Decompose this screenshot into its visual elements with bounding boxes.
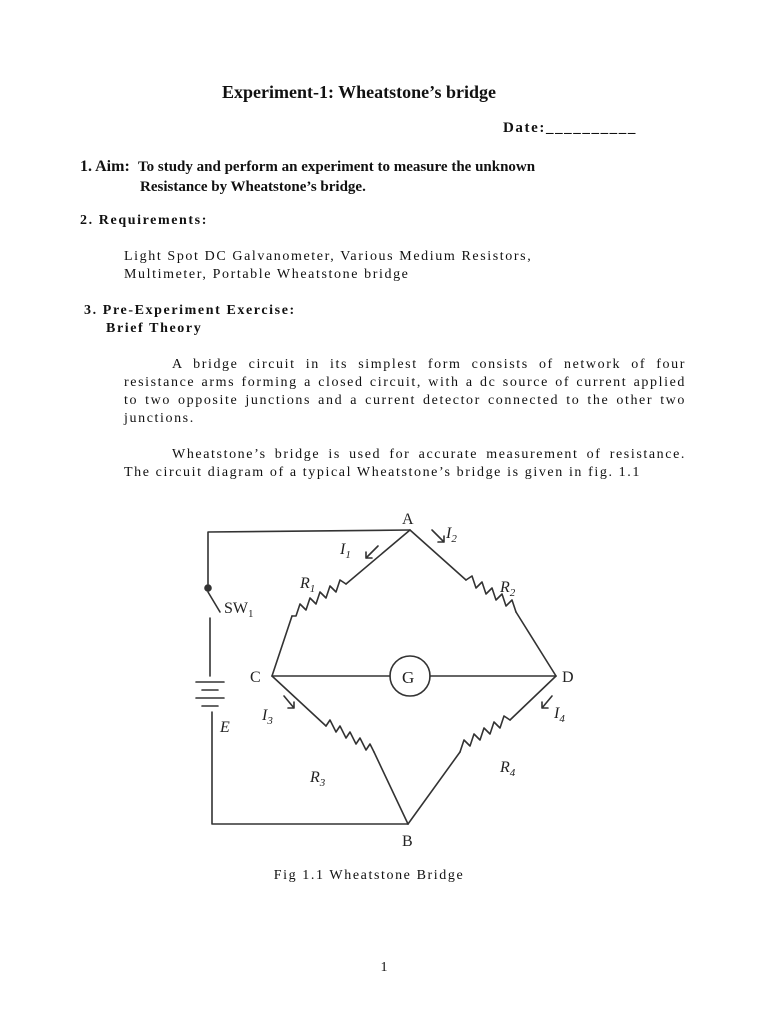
node-a-label: A bbox=[402, 511, 414, 528]
requirements-line2: Multimeter, Portable Wheatstone bridge bbox=[124, 267, 410, 282]
circuit-svg bbox=[180, 500, 600, 860]
resistor-r4 bbox=[460, 716, 510, 752]
arm-c-r3 bbox=[272, 676, 326, 726]
page-title: Experiment-1: Wheatstone’s bridge bbox=[222, 82, 496, 102]
current-i4-label: $I_4$ bbox=[554, 705, 565, 725]
arrow-i1-icon bbox=[366, 546, 378, 558]
arm-a-r2 bbox=[410, 530, 466, 580]
aim-text-line1: To study and perform an experiment to measure the unknown bbox=[138, 159, 536, 175]
theory-paragraph-1: A bridge circuit in its simplest form consists of network of four resistance arms forming a closed circuit, with a dc source of current applied to two opposite junctions and a current detector connected to the other two junctions. bbox=[124, 357, 686, 426]
resistor-r4-label: $R_4$ bbox=[500, 759, 516, 779]
battery-icon bbox=[196, 682, 224, 706]
wire-left-bottom bbox=[212, 712, 408, 824]
switch-contact bbox=[205, 585, 211, 591]
current-i2-label: $I_2$ bbox=[446, 525, 457, 545]
resistor-r3 bbox=[326, 720, 374, 752]
figure-caption: Fig 1.1 Wheatstone Bridge bbox=[273, 868, 465, 883]
switch-label: $SW_1$ bbox=[224, 600, 254, 620]
arm-r2-d bbox=[516, 612, 556, 676]
arm-a-r1 bbox=[346, 530, 410, 584]
pre-experiment-heading: 3. Pre-Experiment Exercise: bbox=[84, 303, 296, 318]
arm-r1-c bbox=[272, 616, 292, 676]
brief-theory-heading: Brief Theory bbox=[106, 321, 203, 336]
resistor-r3-label: $R_3$ bbox=[310, 769, 326, 789]
galvanometer-label: G bbox=[402, 668, 415, 687]
aim-text-line2: Resistance by Wheatstone’s bridge. bbox=[140, 179, 366, 195]
wheatstone-bridge-diagram bbox=[180, 500, 600, 860]
arrow-i3-icon bbox=[284, 696, 294, 708]
aim-heading: 1. Aim: bbox=[80, 158, 130, 175]
emf-label: E bbox=[220, 719, 230, 736]
arrow-i2-icon bbox=[432, 530, 444, 542]
switch-blade bbox=[208, 592, 220, 612]
arm-d-r4 bbox=[510, 676, 556, 720]
date-field: Date:__________ bbox=[503, 120, 637, 136]
page-number: 1 bbox=[380, 960, 388, 975]
node-d-label: D bbox=[562, 669, 574, 686]
node-b-label: B bbox=[402, 833, 413, 850]
current-i3-label: $I_3$ bbox=[262, 707, 273, 727]
arrow-i4-icon bbox=[542, 696, 552, 708]
node-c-label: C bbox=[250, 669, 261, 686]
theory-paragraph-2: Wheatstone’s bridge is used for accurate measurement of resistance. The circuit diagram of a typical Wheatstone’s bridge is given in fig. 1.1 bbox=[124, 447, 686, 480]
requirements-line1: Light Spot DC Galvanometer, Various Medium Resistors, bbox=[124, 249, 533, 264]
requirements-heading: 2. Requirements: bbox=[80, 213, 208, 228]
current-i1-label: $I_1$ bbox=[340, 541, 351, 561]
resistor-r1-label: $R_1$ bbox=[300, 575, 316, 595]
arm-r3-b bbox=[374, 752, 408, 824]
resistor-r2-label: $R_2$ bbox=[500, 579, 516, 599]
arm-r4-b bbox=[408, 752, 460, 824]
